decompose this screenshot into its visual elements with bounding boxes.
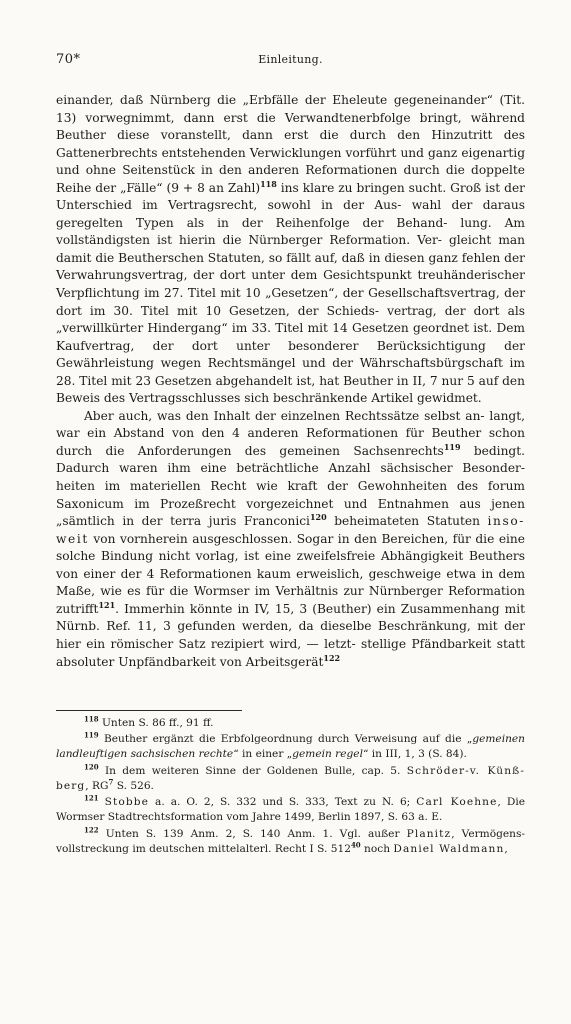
footnote-121 (56, 795, 525, 825)
footnote-number: 120 (84, 762, 99, 772)
text-line: vertrag, der dort als „verwillkürter Hindergang“ im 33. Titel mit (56, 303, 526, 336)
footnote-119 (56, 732, 525, 762)
text-line: langt, war ein Abstand von den 4 anderen Reformationen für Beuther (56, 408, 526, 441)
footnote-text: Beuther ergänzt die Erbfolgeordnung durch Verweisung auf die „ (98, 733, 473, 746)
text-line: Saxonicum im Prozeßrecht vorgezeichnet und Entnahmen aus jenen (56, 496, 525, 511)
text-line: treuhänderischer Verpflichtung im 27. Titel mit 10 „Gesetzen“, der (56, 268, 525, 301)
text-line: des Gattenerbrechts entstehenden Verwicklungen vorführt und ganz (56, 128, 526, 160)
text-line: während Beuther diese voranstellt, dann erst die durch den Hinzutritt (56, 110, 525, 143)
text-line: gleicht man damit die Beutherschen Statuten, so fällt auf, daß in diesen (56, 233, 525, 265)
footnote-text: , (504, 842, 508, 855)
footnote-number: 122 (84, 825, 99, 835)
text-line: ins klare zu bringen (276, 180, 405, 195)
author-name: Planitz (406, 827, 452, 840)
text-line: eigenartig und ohne Seitenstück in den anderen Reformationen durch (56, 145, 526, 178)
footnote-divider (56, 710, 242, 711)
text-line: bedingt. (460, 443, 525, 458)
edition-superscript: 7 (108, 777, 114, 787)
italic-quote: gemein regel (292, 748, 363, 761)
footnote-text: “ in III, 1, 3 (S. 84). (362, 748, 467, 761)
author-name: Carl Koehne (416, 796, 498, 809)
author-name: Stobbe (104, 796, 149, 809)
author-name: Daniel Waldmann (393, 842, 505, 855)
text-line: sucht. Groß ist der Unterschied im Vertragsrecht, sowohl in der Aus- (56, 180, 525, 213)
text-line: schon durch die Anforderungen des gemeinen Sachsenrechts (56, 426, 525, 458)
footnote-text: Wormser Stadtrechtsformation vom Jahre 1499, Berlin 1897, S. 63 a. E. (56, 811, 443, 824)
author-name: berg (56, 779, 86, 792)
text-line: von vornherein ausgeschlossen. Sogar in den Bereichen, für die (88, 531, 495, 546)
text-line: einander, daß Nürnberg die „Erbfälle der Eheleute gegeneinander“ (56, 93, 493, 107)
text-line: Aber auch, was den Inhalt der einzelnen Rechtssätze selbst an- (84, 408, 485, 423)
footnotes (56, 716, 525, 857)
text-line: die doppelte Reihe der „Fälle“ (9 + 8 an Zahl) (56, 163, 526, 195)
text-line: beschränkende Artikel gewidmet. (272, 391, 482, 406)
footnote-ref-119[interactable]: 119 (443, 441, 461, 452)
text-line: Gesellschaftsvertrag, der dort im 30. Titel mit 10 Gesetzen, der Schieds- (56, 286, 526, 318)
paragraph-2 (56, 408, 525, 671)
text-line: heiten im materiellen Recht wie kraft der Gewohnheiten des forum (56, 479, 525, 494)
text-line: Berücksichtigung der Gewährleistung wegen Rechtsmängel und der (56, 338, 525, 371)
text-line: Dadurch waren ihm eine beträchtliche Anzahl sächsischer Besonder- (56, 461, 525, 476)
text-line: eine solche Bindung nicht vorlag, ist eine zweifelsfreie Abhängigkeit (56, 531, 525, 564)
footnote-text: , Vermögens- (451, 827, 525, 840)
footnote-ref-122[interactable]: 122 (323, 652, 341, 663)
footnote-text: “ in einer „ (233, 748, 293, 761)
footnote-text: , Die (497, 796, 525, 809)
text-line: . Immerhin könnte in IV, 15, 3 (Beuther) ein (115, 601, 396, 616)
footnote-ref-118[interactable]: 118 (260, 178, 277, 189)
text-line: Beuthers von einer der 4 Reformationen kaum erweislich, geschweige (56, 549, 525, 581)
text-line: stellige Pfändbarkeit statt absoluter Unpfändbarkeit von Arbeitsgerät (56, 636, 526, 669)
text-line: Zusammenhang mit Nürnb. Ref. 11, 3 gefunden werden, da dieselbe (56, 601, 525, 634)
text-line: Beschränkung, mit der hier ein römischer Satz rezipiert wird, — letzt- (56, 619, 525, 651)
spaced-text: weit (56, 531, 89, 546)
running-title: Einleitung. (258, 53, 323, 66)
footnote-number: 118 (84, 714, 99, 724)
text-line: 14 Gesetzen geordnet ist. Dem Kaufvertrag, der dort unter besonderer (56, 321, 525, 353)
note-superscript: 40 (350, 840, 361, 850)
footnote-text: a. a. O. 2, S. 332 und S. 333, Text zu N. 6; (148, 796, 417, 809)
page-header (56, 52, 525, 70)
footnote-number: 119 (84, 730, 99, 740)
footnote-118 (56, 716, 525, 731)
footnote-ref-120[interactable]: 120 (309, 512, 327, 523)
italic-quote: landleuftigen sachsischen rechte (56, 748, 234, 761)
text-line: „sämtlich in der terra juris Franconici (56, 514, 310, 529)
footnote-text: , RG (85, 779, 109, 792)
italic-quote: gemeinen (472, 733, 525, 746)
footnote-text: In dem weiteren Sinne der Goldenen Bulle, cap. 5. (98, 764, 407, 777)
footnote-text: vollstreckung im deutschen mittelalterl. Recht I S. 512 (56, 842, 351, 855)
footnote-text: Unten S. 86 ff., 91 ff. (98, 717, 214, 729)
text-line: lung. Am vollständigsten ist hierin die Nürnberger Reformation. Ver- (56, 215, 525, 248)
footnote-number: 121 (84, 793, 99, 803)
text-line: wahl der daraus geregelten Typen als in der Reihenfolge der Behand- (56, 198, 525, 230)
main-text (56, 92, 525, 671)
spaced-text: inso- (487, 514, 525, 529)
footnote-text: Unten S. 139 Anm. 2, S. 140 Anm. 1. Vgl. außer (98, 827, 407, 840)
text-line: etwa in dem Maße, wie es für die Wormser im Verhältnis zur Nürnberger (56, 566, 526, 599)
text-line: hat Beuther in II, 7 nur 5 auf den Beweis des Vertragsschlusses sich (56, 373, 525, 406)
page-number: 70* (56, 52, 81, 67)
footnote-ref-121[interactable]: 121 (98, 599, 116, 610)
footnote-120 (56, 764, 525, 794)
footnote-text: S. 526. (113, 779, 154, 792)
text-line: Währschaftsbürgschaft im 28. Titel mit 23 Gesetzen abgehandelt ist, (56, 356, 525, 388)
author-name: Schröder-v. Künß- (406, 764, 525, 777)
text-line: beheimateten Statuten (326, 514, 488, 529)
text-line: ganz fehlen der Verwahrungsvertrag, der dort unter dem Gesichtspunkt (56, 250, 526, 283)
footnote-text: noch (360, 842, 394, 855)
paragraph-1 (56, 92, 525, 408)
text-line: (Tit. 13) vorwegnimmt, dann erst die Verwandtenerbfolge bringt, (56, 93, 526, 125)
text-line: Reformation zutrifft (56, 584, 525, 616)
footnote-122 (56, 827, 525, 857)
